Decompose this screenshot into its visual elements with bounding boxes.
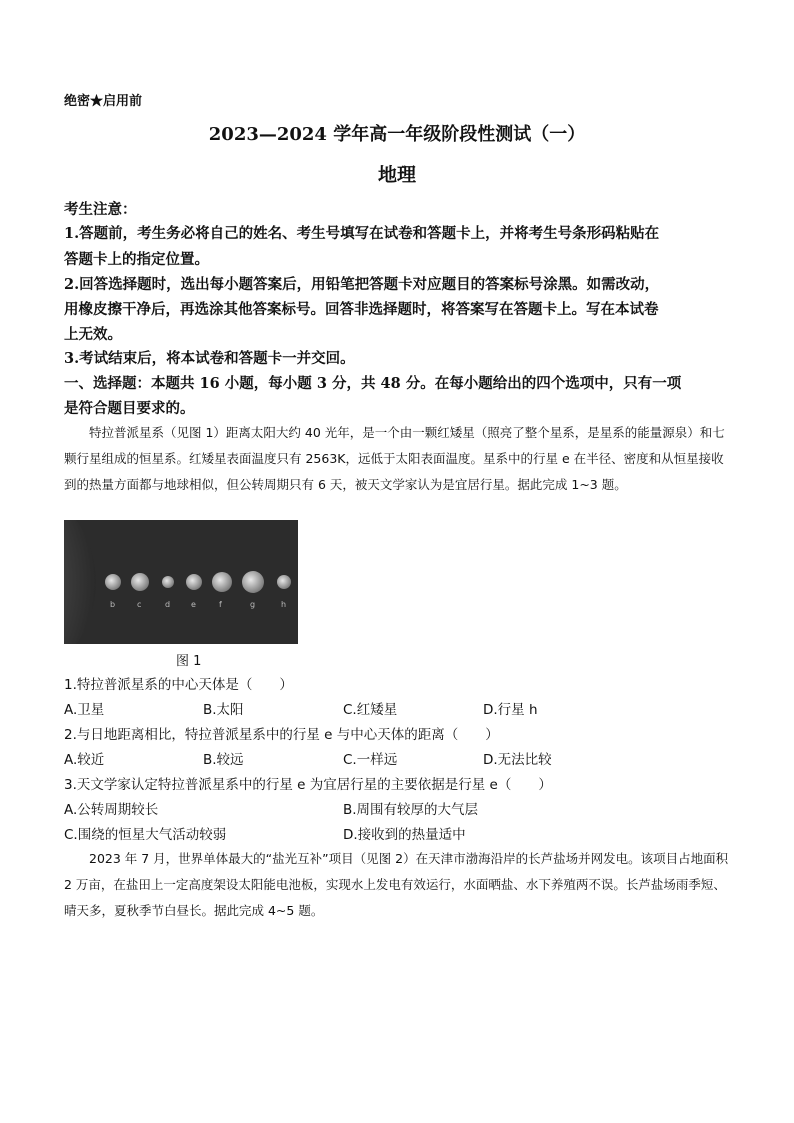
question-3-stem: 3.天文学家认定特拉普派星系中的行星 e 为宜居行星的主要依据是行星 e（ ） — [64, 777, 552, 793]
label-d: d — [165, 600, 171, 609]
notice-heading: 考生注意： — [64, 201, 137, 218]
notice-item-2-line-1: 2.回答选择题时，选出每小题答案后，用铅笔把答题卡对应题目的答案标号涂黑。如需改动， — [64, 276, 660, 293]
q1-option-a: A.卫星 — [64, 702, 105, 718]
label-f: f — [219, 600, 222, 609]
label-g: g — [250, 600, 256, 609]
planet-h — [277, 575, 291, 589]
figure-1-trappist-system — [64, 520, 298, 644]
section-1-heading-line-1: 一、选择题：本题共 16 小题，每小题 3 分，共 48 分。在每小题给出的四个选项中，只有一项 — [64, 375, 682, 392]
notice-item-2-line-2: 用橡皮擦干净后，再选涂其他答案标号。回答非选择题时，将答案写在答题卡上。写在本试卷 — [64, 301, 659, 318]
question-1-stem: 1.特拉普派星系的中心天体是（ ） — [64, 677, 293, 693]
planet-c — [131, 573, 149, 591]
notice-item-1-line-2: 答题卡上的指定位置。 — [64, 251, 209, 268]
label-e: e — [191, 600, 196, 609]
q1-option-d: D.行星 h — [483, 702, 538, 718]
q3-option-a: A.公转周期较长 — [64, 802, 159, 818]
notice-item-2-line-3: 上无效。 — [64, 326, 122, 343]
question-2-stem: 2.与日地距离相比，特拉普派星系中的行星 e 与中心天体的距离（ ） — [64, 727, 499, 743]
passage-2: 2023 年 7 月，世界单体最大的“盐光互补”项目（见图 2）在天津市渤海沿岸的长芦盐场并网发电。该项目占地面积 2 万亩，在盐田上一定高度架设太阳能电池板，实现水上发电有效运行，水面晒盐、水下养殖两不误。长芦盐场雨季短、晴天多，夏秋季节白昼长。据此完成 4~5 题。 — [64, 851, 729, 918]
label-c: c — [137, 600, 142, 609]
notice-item-1-line-1: 1.答题前，考生务必将自己的姓名、考生号填写在试卷和答题卡上，并将考生号条形码粘贴在 — [64, 225, 660, 242]
q1-option-c: C.红矮星 — [343, 702, 398, 718]
label-b: b — [110, 600, 116, 609]
q3-option-c: C.围绕的恒星大气活动较弱 — [64, 827, 227, 843]
planet-f — [212, 572, 232, 592]
q1-option-b: B.太阳 — [203, 702, 244, 718]
passage-1: 特拉普派星系（见图 1）距离太阳大约 40 光年，是一个由一颗红矮星（照亮了整个星系，是星系的能量源泉）和七颗行星组成的恒星系。红矮星表面温度只有 2563K，远低于太阳表面温度。星系中的行星 e 在半径、密度和从恒星接收到的热量方面都与地球相似，但公转周期只有 6 天，被天文学家认为是宜居行星。据此完成 1~3 题。 — [64, 425, 725, 492]
figure-1-image — [64, 520, 298, 644]
q3-option-d: D.接收到的热量适中 — [343, 827, 466, 843]
planet-b — [105, 574, 121, 590]
confidential-mark: 绝密★启用前 — [64, 94, 143, 109]
q2-option-a: A.较近 — [64, 752, 105, 768]
planet-e — [186, 574, 202, 590]
label-h: h — [281, 600, 287, 609]
planet-d — [162, 576, 174, 588]
section-1-heading-line-2: 是符合题目要求的。 — [64, 400, 195, 417]
q2-option-c: C.一样远 — [343, 752, 398, 768]
figure-1-caption: 图 1 — [176, 654, 202, 669]
planet-g — [242, 571, 264, 593]
subject-title: 地理 — [377, 164, 416, 186]
q2-option-d: D.无法比较 — [483, 752, 552, 768]
q3-option-b: B.周围有较厚的大气层 — [343, 802, 479, 818]
notice-item-3: 3.考试结束后，将本试卷和答题卡一并交回。 — [64, 350, 355, 367]
exam-title: 2023—2024 学年高一年级阶段性测试（一） — [208, 124, 586, 145]
q2-option-b: B.较远 — [203, 752, 244, 768]
